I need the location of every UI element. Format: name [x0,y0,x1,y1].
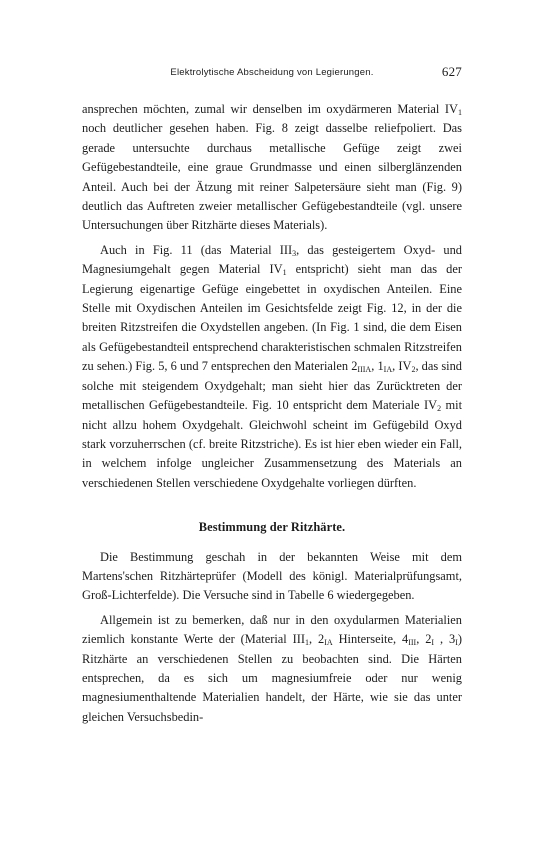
running-title: Elektrolytische Abscheidung von Legierungen. [170,67,374,78]
text-run: , das gesteigertem Oxyd- und Magnesiumgehalt gegen Material IV [82,242,462,277]
page-number: 627 [441,64,462,79]
subscript: III [408,638,417,648]
text-run: , IV [392,359,412,374]
running-header [82,64,462,86]
text-run: mit nicht allzu hohem Oxydgehalt. Gleichwohl scheint im Gefügebild Oxyd stark vorzuherrschen (cf. breite Ritzstriche). Es ist hier eben wieder ein Fall, in welchem infolge ungleicher Zusammensetzung des Materials an verschiedenen Stellen verschiedene Oxydgehalte vorliegen dürften. [82,398,463,490]
text-run: , 2 [309,632,325,647]
subscript: IIIA [357,365,372,375]
section-heading: Bestimmung der Ritzhärte. [198,520,346,535]
subscript: IA [324,638,333,648]
text-run: , das sind solche mit steigendem Oxydgehalt; man sieht hier das Zurücktreten der metallischen Gefügebestandteile. Fig. 10 entspricht dem Materiale IV [82,359,463,413]
subscript: IA [383,365,393,375]
text-run: ) Ritzhärte an verschiedenen Stellen zu beobachten sind. Die Härten entsprechen, da es sich um magnesiumfreie oder nur wenig magnesiumenthaltende Materialien handelt, der Härte, wie sie das unter gleichen Versuchsbedin- [82,632,462,724]
subscript: I [455,638,458,648]
text-run: ansprechen möchten, zumal wir denselben im oxydärmeren Material IV [82,102,458,116]
text-run: , 2 [416,632,432,647]
subscript: 3 [292,248,297,258]
text-run: Allgemein ist zu bemerken, daß nur in den oxydularmen Materialien ziemlich konstante Werte der (Material III [82,612,462,647]
text-run: entspricht) sieht man das der Legierung eigenartige Gefüge eingebettet in oxydischen Anteilen. Eine Stelle mit Oxydischen Anteilen im Gesichtsfelde zeigt Fig. 12, in der die breiten Ritzstreifen die Oxydstellen angeben. (In Fig. 1 sind, die dem Eisen als Gefügebestandteil entsprechend charakteristischen schmalen Ritzstreifen zu sehen.) Fig. 5, 6 und 7 entsprechen den Materialen 2 [82,262,462,374]
paragraph-2 [82,241,462,493]
book-page [82,64,462,727]
paragraph-1 [82,100,462,236]
text-run: Hinterseite, 4 [332,632,409,647]
subscript: 1 [282,268,287,278]
text-run: noch deutlicher gesehen haben. Fig. 8 zeigt dasselbe reliefpoliert. Das gerade untersuchte durchaus metallische Gefüge zeigt zwei Gefügebestandteile, eine graue Grundmasse und einen silberglänzenden Anteil. Auch bei der Ätzung mit reiner Salpetersäure sieht man (Fig. 9) deutlich das Auftreten zweier metallischer Gefügebestandteile (vgl. unsere Untersuchungen über Ritzhärte dieses Materials). [82,121,462,233]
body-text [82,100,462,727]
paragraph-4 [82,611,462,727]
subscript: I [431,638,435,648]
subscript: 2 [411,365,416,375]
subscript: 2 [437,404,442,414]
text-run: , 3 [434,632,456,647]
text-run: , 1 [371,359,384,374]
subscript: 1 [305,638,310,648]
subscript: 1 [458,108,462,117]
paragraph-3: Die Bestimmung geschah in der bekannten Weise mit dem Martens'schen Ritzhärteprüfer (Modell des königl. Materialprüfungsamt, Groß-Lichterfelde). Die Versuche sind in Tabelle 6 wiedergegeben. [82,549,462,603]
text-run: Auch in Fig. 11 (das Material III [100,242,293,257]
